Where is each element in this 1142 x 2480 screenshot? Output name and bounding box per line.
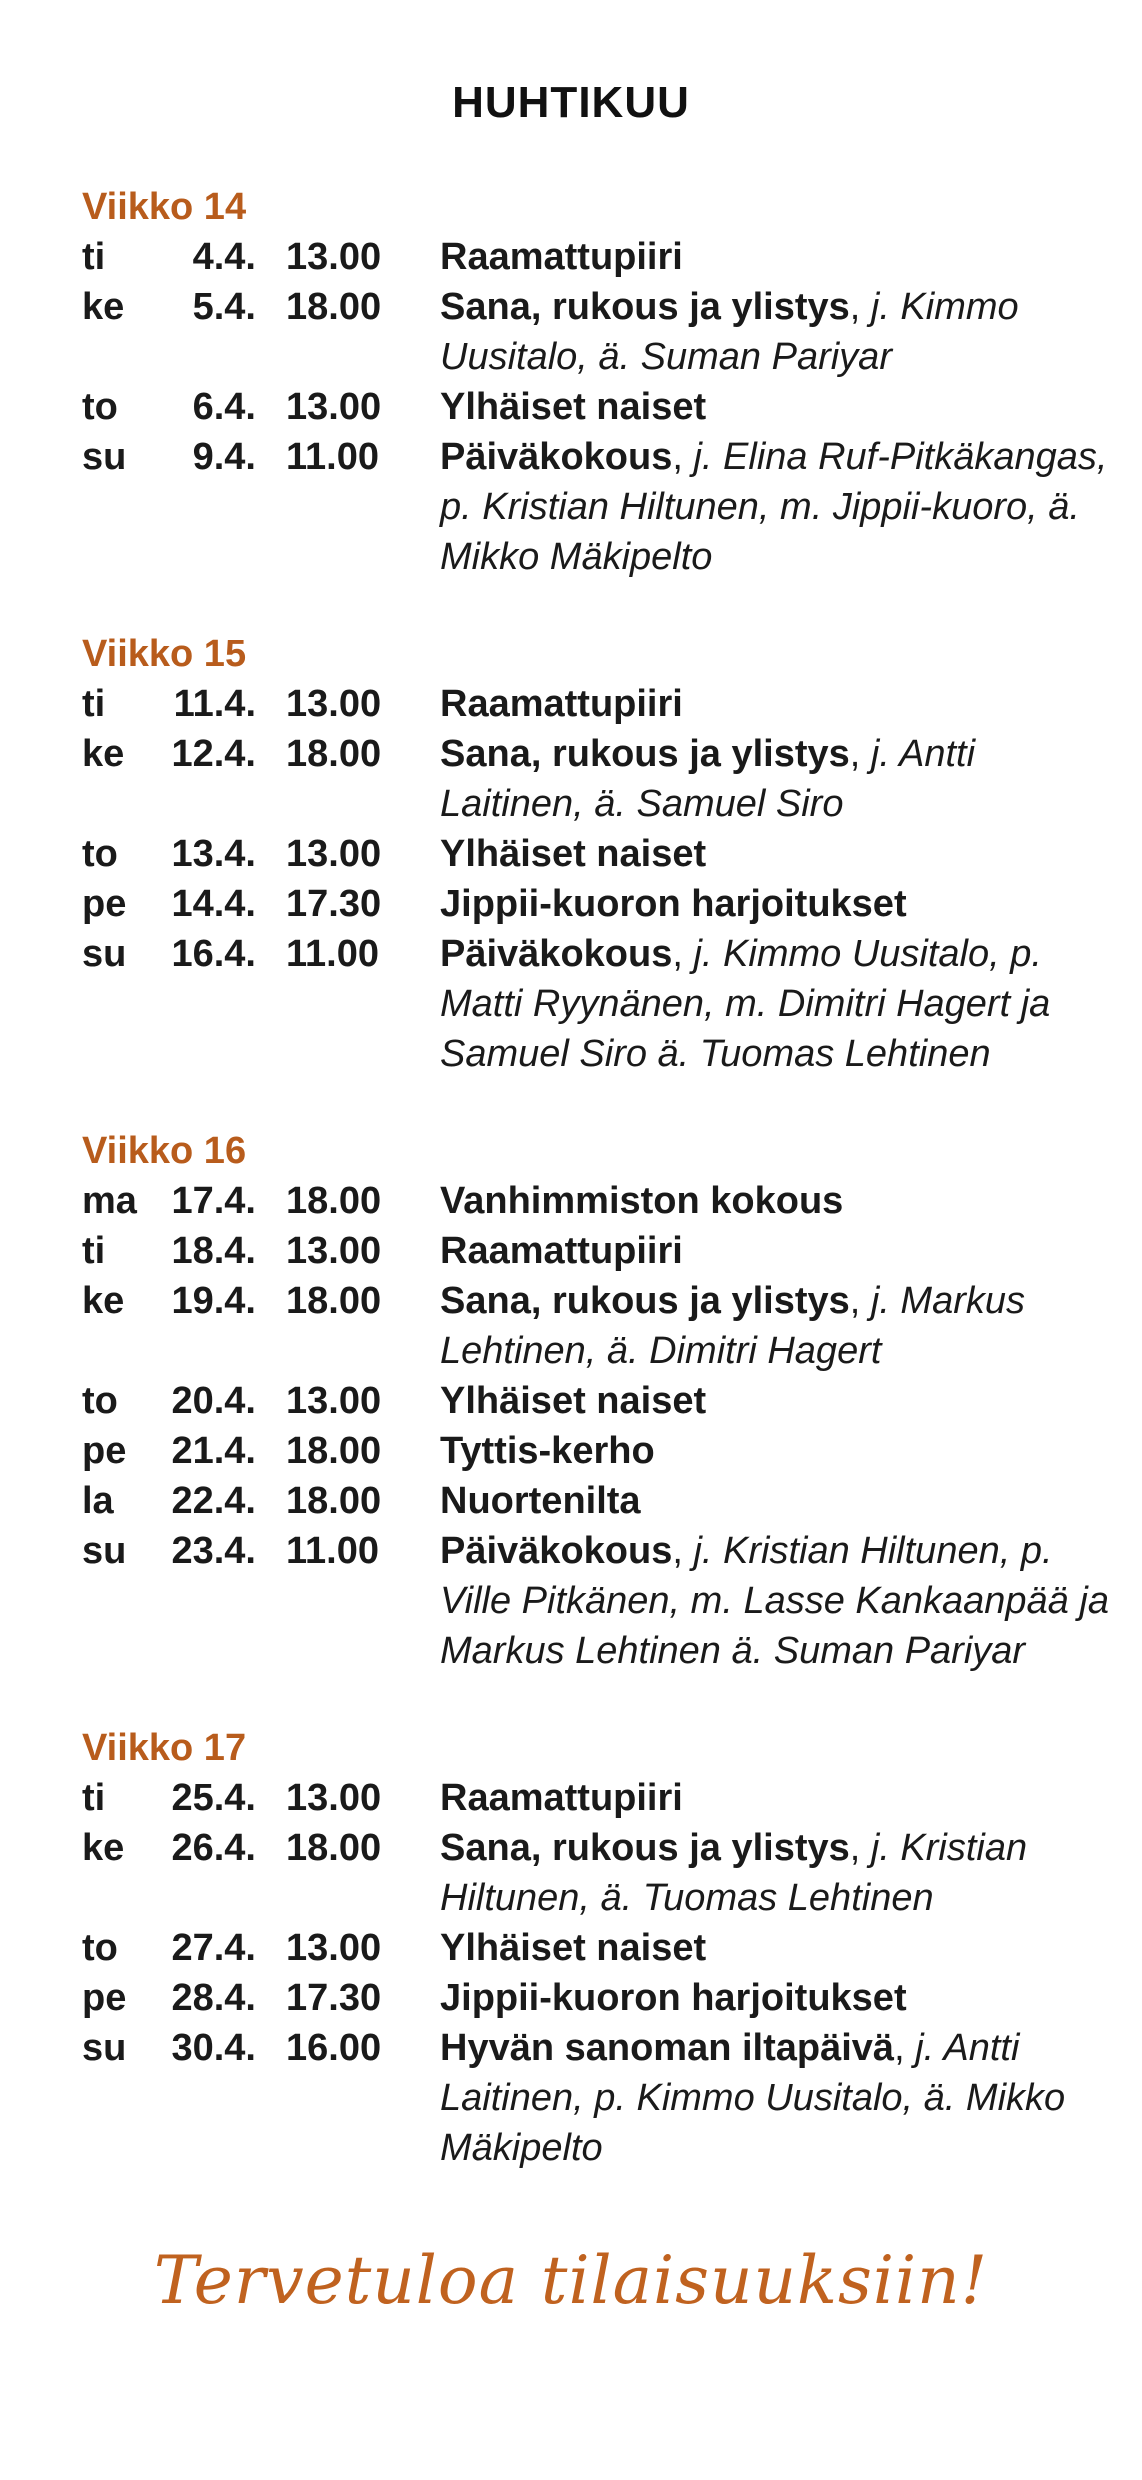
event-time: 13.00	[286, 833, 382, 875]
week-title: Viikko 17	[82, 1727, 247, 1769]
event-date: 30.4.	[171, 2027, 256, 2069]
event-row	[82, 1823, 1122, 1923]
event-time: 16.00	[286, 2027, 382, 2069]
event-day: su	[82, 2027, 127, 2069]
event-day: ke	[82, 733, 125, 775]
event-date: 6.4.	[192, 386, 256, 428]
event-name: Ylhäiset naiset	[440, 1927, 707, 1969]
event-row	[82, 829, 1122, 879]
event-time: 13.00	[286, 386, 382, 428]
event-date: 19.4.	[171, 1280, 256, 1322]
event-name: Sana, rukous ja ylistys	[440, 1827, 850, 1869]
event-time: 18.00	[286, 1430, 382, 1472]
week-title: Viikko 16	[82, 1130, 247, 1172]
closing-greeting: Tervetuloa tilaisuuksiin!	[153, 2242, 989, 2319]
event-day: ti	[82, 683, 106, 725]
event-description	[440, 282, 1110, 382]
event-day: pe	[82, 883, 127, 925]
event-description	[440, 1476, 1110, 1526]
event-date: 9.4.	[192, 436, 256, 478]
event-row	[82, 679, 1122, 729]
event-day: to	[82, 1927, 118, 1969]
event-description	[440, 829, 1110, 879]
event-name: Vanhimmiston kokous	[440, 1180, 844, 1222]
event-row	[82, 1923, 1122, 1973]
event-name: Raamattupiiri	[440, 683, 683, 725]
event-name: Hyvän sanoman iltapäivä	[440, 2027, 895, 2069]
week-section	[82, 1126, 1122, 1676]
event-details: j. Kristian Hiltunen, p. Ville Pitkänen, m. Lasse Kankaanpää ja Markus Lehtinen ä. Suman Pariyar	[440, 1530, 1109, 1672]
event-row	[82, 1226, 1122, 1276]
event-name: Nuortenilta	[440, 1480, 641, 1522]
event-description	[440, 679, 1110, 729]
event-separator: ,	[849, 733, 871, 775]
event-time: 11.00	[286, 933, 379, 975]
event-time: 18.00	[286, 1827, 382, 1869]
event-row	[82, 1426, 1122, 1476]
event-date: 5.4.	[192, 286, 256, 328]
event-description	[440, 1973, 1110, 2023]
event-day: to	[82, 1380, 118, 1422]
event-day: la	[82, 1480, 114, 1522]
event-time: 18.00	[286, 1480, 382, 1522]
event-name: Sana, rukous ja ylistys	[440, 286, 850, 328]
event-name: Ylhäiset naiset	[440, 833, 707, 875]
event-row	[82, 929, 1122, 1079]
schedule-content	[82, 182, 1122, 2220]
event-row	[82, 1276, 1122, 1376]
event-name: Päiväkokous	[440, 933, 673, 975]
event-day: su	[82, 933, 127, 975]
event-row	[82, 1376, 1122, 1426]
event-row	[82, 432, 1122, 582]
event-time: 18.00	[286, 1280, 382, 1322]
event-time: 13.00	[286, 1927, 382, 1969]
event-details: j. Kimmo Uusitalo, p. Matti Ryynänen, m. Dimitri Hagert ja Samuel Siro ä. Tuomas Lehtinen	[440, 933, 1051, 1075]
event-name: Sana, rukous ja ylistys	[440, 733, 850, 775]
event-row	[82, 1773, 1122, 1823]
event-description	[440, 1923, 1110, 1973]
event-name: Päiväkokous	[440, 1530, 673, 1572]
event-day: to	[82, 833, 118, 875]
event-day: pe	[82, 1430, 127, 1472]
event-row	[82, 2023, 1122, 2173]
event-date: 27.4.	[171, 1927, 256, 1969]
event-name: Päiväkokous	[440, 436, 673, 478]
event-time: 13.00	[286, 1777, 382, 1819]
event-description	[440, 729, 1110, 829]
event-day: ti	[82, 236, 106, 278]
week-section	[82, 1723, 1122, 2173]
event-description	[440, 1526, 1110, 1676]
event-separator: ,	[849, 286, 871, 328]
event-description	[440, 1176, 1110, 1226]
event-row	[82, 282, 1122, 382]
event-separator: ,	[672, 436, 694, 478]
event-date: 18.4.	[171, 1230, 256, 1272]
week-section	[82, 182, 1122, 582]
event-description	[440, 432, 1110, 582]
event-name: Raamattupiiri	[440, 1777, 683, 1819]
event-date: 25.4.	[171, 1777, 256, 1819]
event-time: 13.00	[286, 1230, 382, 1272]
event-name: Ylhäiset naiset	[440, 1380, 707, 1422]
event-description	[440, 929, 1110, 1079]
event-time: 13.00	[286, 236, 382, 278]
event-name: Ylhäiset naiset	[440, 386, 707, 428]
event-row	[82, 1176, 1122, 1226]
event-day: ma	[82, 1180, 137, 1222]
event-separator: ,	[849, 1280, 871, 1322]
event-date: 17.4.	[171, 1180, 256, 1222]
event-description	[440, 1276, 1110, 1376]
event-description	[440, 382, 1110, 432]
event-details: j. Elina Ruf-Pitkäkangas, p. Kristian Hiltunen, m. Jippii-kuoro, ä. Mikko Mäkipelto	[440, 436, 1108, 578]
event-time: 18.00	[286, 1180, 382, 1222]
event-name: Raamattupiiri	[440, 1230, 683, 1272]
event-details: j. Antti Laitinen, p. Kimmo Uusitalo, ä. Mikko Mäkipelto	[440, 2027, 1066, 2169]
event-name: Sana, rukous ja ylistys	[440, 1280, 850, 1322]
event-day: su	[82, 436, 127, 478]
event-time: 17.30	[286, 883, 382, 925]
week-section	[82, 629, 1122, 1079]
event-name: Jippii-kuoron harjoitukset	[440, 883, 907, 925]
event-date: 28.4.	[171, 1977, 256, 2019]
event-day: ti	[82, 1230, 106, 1272]
event-date: 20.4.	[171, 1380, 256, 1422]
event-day: ke	[82, 1827, 125, 1869]
event-date: 16.4.	[171, 933, 256, 975]
event-day: ke	[82, 286, 125, 328]
event-time: 18.00	[286, 286, 382, 328]
event-row	[82, 1526, 1122, 1676]
event-date: 23.4.	[171, 1530, 256, 1572]
event-time: 13.00	[286, 1380, 382, 1422]
event-details: j. Markus Lehtinen, ä. Dimitri Hagert	[440, 1280, 1026, 1372]
event-description	[440, 232, 1110, 282]
event-date: 14.4.	[171, 883, 256, 925]
event-description	[440, 1426, 1110, 1476]
event-name: Jippii-kuoron harjoitukset	[440, 1977, 907, 2019]
event-date: 11.4.	[173, 683, 256, 725]
event-separator: ,	[672, 933, 694, 975]
event-row	[82, 1476, 1122, 1526]
event-row	[82, 1973, 1122, 2023]
event-date: 12.4.	[171, 733, 256, 775]
event-separator: ,	[894, 2027, 916, 2069]
event-description	[440, 1226, 1110, 1276]
event-day: pe	[82, 1977, 127, 2019]
week-title: Viikko 15	[82, 633, 247, 675]
event-day: to	[82, 386, 118, 428]
event-description	[440, 879, 1110, 929]
event-day: su	[82, 1530, 127, 1572]
event-day: ti	[82, 1777, 106, 1819]
event-time: 11.00	[286, 1530, 379, 1572]
month-title: HUHTIKUU	[452, 78, 690, 127]
event-row	[82, 382, 1122, 432]
event-time: 18.00	[286, 733, 382, 775]
event-date: 4.4.	[192, 236, 256, 278]
event-time: 13.00	[286, 683, 382, 725]
event-details: j. Kimmo Uusitalo, ä. Suman Pariyar	[440, 286, 1019, 378]
event-row	[82, 729, 1122, 829]
event-time: 11.00	[286, 436, 379, 478]
event-name: Tyttis-kerho	[440, 1430, 655, 1472]
event-details: j. Antti Laitinen, ä. Samuel Siro	[440, 733, 976, 825]
event-description	[440, 2023, 1110, 2173]
event-date: 22.4.	[171, 1480, 256, 1522]
event-details: j. Kristian Hiltunen, ä. Tuomas Lehtinen	[440, 1827, 1028, 1919]
event-day: ke	[82, 1280, 125, 1322]
event-row	[82, 879, 1122, 929]
event-date: 26.4.	[171, 1827, 256, 1869]
event-date: 13.4.	[171, 833, 256, 875]
event-row	[82, 232, 1122, 282]
event-description	[440, 1376, 1110, 1426]
event-description	[440, 1823, 1110, 1923]
event-time: 17.30	[286, 1977, 382, 2019]
event-separator: ,	[672, 1530, 694, 1572]
event-separator: ,	[849, 1827, 871, 1869]
event-description	[440, 1773, 1110, 1823]
week-title: Viikko 14	[82, 186, 247, 228]
event-date: 21.4.	[171, 1430, 256, 1472]
event-name: Raamattupiiri	[440, 236, 683, 278]
